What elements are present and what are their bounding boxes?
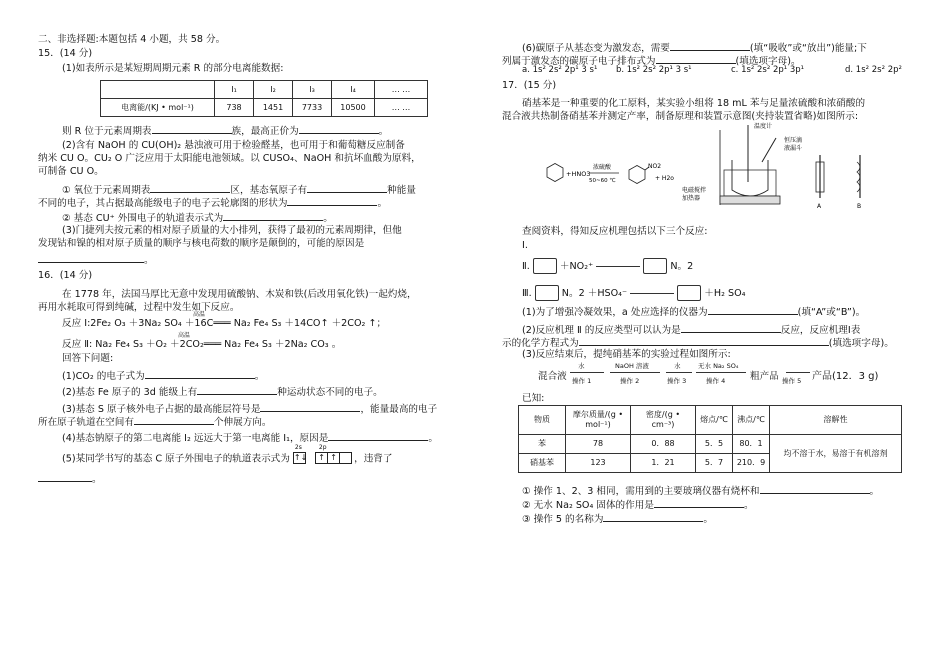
q17-heading: 17．(15 分) <box>502 80 557 91</box>
text: ，违背了 <box>354 453 393 465</box>
text: N。2 <box>670 261 694 272</box>
text: (填“吸收”或“放出”)能量;下 <box>749 43 867 54</box>
answer-blank[interactable] <box>260 401 360 412</box>
answer-blank[interactable] <box>579 335 829 346</box>
intermediate-ring <box>643 258 667 274</box>
answer-blank[interactable] <box>223 210 323 221</box>
text: (5)某同学书写的基态 C 原子外围电子的轨道表示式为 <box>62 453 290 465</box>
text: ＋HSO₄⁻ <box>587 288 628 299</box>
text: 。 <box>428 433 438 444</box>
flow-op: 操作 2 <box>620 377 640 385</box>
q15-part1: (1)如表所示是某短期周期元素 R 的部分电离能数据: <box>62 63 284 74</box>
table-cell: 摩尔质量/(g • mol⁻¹) <box>566 406 631 435</box>
funnel <box>762 138 776 162</box>
mechanism-2 <box>522 258 693 274</box>
flow-op: 操作 5 <box>782 377 802 385</box>
answer-blank[interactable] <box>150 182 230 193</box>
q16-1 <box>62 368 264 383</box>
text: 。 <box>254 371 265 382</box>
mechanism-3 <box>522 285 745 301</box>
text: Ⅲ. <box>522 288 532 299</box>
table-cell: 210．9 <box>733 454 770 473</box>
answer-blank[interactable] <box>603 511 703 522</box>
flow-reagent: 水 <box>674 362 681 370</box>
reaction-arrow <box>630 293 674 294</box>
q16-4 <box>62 430 438 445</box>
table-cell: 78 <box>566 435 631 454</box>
text: N。2 <box>561 288 585 299</box>
orbital-2p-label: 2p <box>318 444 327 451</box>
q15-2-line1: (2)含有 NaOH 的 CU(OH)₂ 悬浊液可用于检验醛基，也可用于和葡萄糖反应制备 <box>62 140 405 151</box>
orbital-2s-label: 2s <box>294 444 302 451</box>
flow-crude: 粗产品 <box>750 371 779 382</box>
answer-blank[interactable] <box>708 304 798 315</box>
q15-heading: 15．(14 分) <box>38 48 93 59</box>
answer-blank[interactable] <box>134 414 214 425</box>
text: 。 <box>92 474 102 485</box>
text: 区，基态氧原子有 <box>230 185 308 196</box>
orbital-box: ↑ <box>327 452 340 464</box>
sub-question-1 <box>522 483 879 498</box>
option-c: c. 1s² 2s² 2p¹ 3p¹ <box>731 65 805 75</box>
label-b: B <box>857 203 862 210</box>
text: ，能量最高的电子 <box>360 404 438 415</box>
text: 种运动状态不同的电子。 <box>277 387 383 398</box>
q15-2-line2: 纳米 CU O。CU₂ O 广泛应用于太阳能电池领域。以 CUSO₄、NaOH 和抗坏血酸为原料， <box>38 153 421 164</box>
text: ③ 操作 5 的名称为 <box>522 514 604 525</box>
q15-2-line3: 可制备 CU O。 <box>38 166 104 177</box>
funnel-label-1: 恒压滴 <box>784 137 803 144</box>
text: ＋H₂ SO₄ <box>704 288 746 299</box>
heater-label-1: 电磁搅拌 <box>682 187 707 194</box>
table-cell: 熔点/℃ <box>696 406 733 435</box>
answer-blank[interactable] <box>197 384 277 395</box>
q15-3-line1: (3)门捷列夫按元素的相对原子质量的大小排列，获得了最初的元素周期律，但他 <box>62 225 402 236</box>
table-cell: 123 <box>566 454 631 473</box>
known-label: 已知: <box>522 393 545 404</box>
table-cell: … … <box>375 99 428 117</box>
text: (2)基态 Fe 原子的 3d 能级上有 <box>62 387 198 398</box>
temp-label: 50~60 ℃ <box>589 178 616 184</box>
text: 个伸展方向。 <box>213 417 272 428</box>
q17-line2: 混合液共热制备硝基苯并测定产率，制备原理和装置示意图(夹持装置省略)如图所示: <box>502 111 859 122</box>
answer-blank[interactable] <box>299 123 379 134</box>
option-d: d. 1s² 2s² 2p² <box>845 65 902 75</box>
text: ① 操作 1、2、3 相同，需用到的主要玻璃仪器有烧杯和 <box>522 486 760 497</box>
q17-1 <box>522 304 865 319</box>
mechanism-intro: 查阅资料，得知反应机理包括以下三个反应: <box>522 226 708 237</box>
answer-blank[interactable] <box>152 123 232 134</box>
q16-5-line2 <box>38 471 102 486</box>
text: ② 基态 CU⁺ 外围电子的轨道表示式为 <box>62 213 224 224</box>
option-a: a. 1s² 2s² 2p¹ 3 s¹ <box>522 65 598 75</box>
answer-blank[interactable] <box>38 252 144 263</box>
q15-3-line3 <box>38 252 154 267</box>
table-row <box>101 99 428 117</box>
table-cell: 沸点/℃ <box>733 406 770 435</box>
answer-blank[interactable] <box>656 53 736 64</box>
table-cell: 5．7 <box>696 454 733 473</box>
benzene-ring <box>533 258 557 274</box>
answer-blank[interactable] <box>670 40 750 51</box>
text: 示的化学方程式为 <box>502 338 579 349</box>
text: 则 R 位于元素周期表 <box>62 126 152 137</box>
table-cell: 5．5 <box>696 435 733 454</box>
orbital-box: ↑ <box>315 452 328 464</box>
flow-reagent: NaOH 溶液 <box>615 362 649 370</box>
answer-blank[interactable] <box>145 368 255 379</box>
intermediate-ring <box>535 285 559 301</box>
answer-blank[interactable] <box>328 430 428 441</box>
text: (3)基态 S 原子核外电子占据的最高能层符号是 <box>62 404 261 415</box>
q16-2 <box>62 384 383 399</box>
table-cell: 10500 <box>332 99 375 117</box>
q17-line1: 硝基苯是一种重要的化工原料，某实验小组将 18 mL 苯与足量浓硫酸和浓硝酸的 <box>522 98 866 109</box>
orbital-box: ↑↓ <box>293 453 308 462</box>
text: ① 氧位于元素周期表 <box>62 185 151 196</box>
table-cell: 0．88 <box>631 435 696 454</box>
q16-line2: 再用水耗取可得到纯碱，过程中发生如下反应。 <box>38 302 240 313</box>
option-b: b. 1s² 2s² 2p¹ 3 s¹ <box>616 65 692 75</box>
flow-arrow <box>570 372 604 373</box>
heater <box>720 196 780 204</box>
nitrobenzene-ring <box>677 285 701 301</box>
property-table <box>518 405 902 473</box>
flow-arrow <box>666 372 692 373</box>
table-cell: I₁ <box>215 81 254 99</box>
benzene-ring <box>547 164 563 182</box>
reaction-scheme <box>535 160 685 200</box>
text: 。 <box>377 198 388 209</box>
acid-label: 浓硫酸 <box>593 164 612 171</box>
orbital-box <box>339 452 352 464</box>
text: 所在原子轨道在空间有 <box>38 417 134 428</box>
text: 。 <box>378 126 389 137</box>
table-cell: … … <box>375 81 428 99</box>
flow-reagent: 水 <box>578 362 585 370</box>
mechanism-1: Ⅰ. <box>522 240 528 251</box>
reaction-1: 反应 Ⅰ:2Fe₂ O₃ ＋3Na₂ SO₄ ＋16C═══ Na₂ Fe₄ S₃ ＋14CO↑ ＋2CO₂ ↑； <box>62 318 387 329</box>
answer-blank[interactable] <box>307 182 387 193</box>
nitrobenzene-ring <box>629 166 645 184</box>
text: 列属于激发态的碳原子电子排布式为 <box>502 56 656 67</box>
table-cell: 硝基苯 <box>519 454 566 473</box>
q15-1b <box>62 123 388 138</box>
q16-heading: 16．(14 分) <box>38 270 93 281</box>
table-cell: 物质 <box>519 406 566 435</box>
text: Ⅱ. <box>522 261 530 272</box>
table-cell: I₄ <box>332 81 375 99</box>
rxn2-condition: 高温 <box>178 332 191 339</box>
answer-blank[interactable] <box>287 195 377 206</box>
flow-arrow <box>696 372 746 373</box>
water-label: + H2o <box>655 175 674 182</box>
table-cell: 苯 <box>519 435 566 454</box>
text: 。 <box>869 486 880 497</box>
text: 。 <box>703 514 714 525</box>
apparatus-diagram <box>680 120 880 210</box>
funnel-label-2: 液漏斗 <box>784 145 803 152</box>
flow-op: 操作 1 <box>572 377 592 385</box>
table-cell <box>101 81 215 99</box>
q17-2-line2 <box>502 335 894 350</box>
flow-op: 操作 3 <box>667 377 687 385</box>
text: (1)CO₂ 的电子式为 <box>62 371 145 382</box>
q16-3-line2 <box>38 414 272 429</box>
flow-op: 操作 4 <box>706 377 726 385</box>
label-a: A <box>817 203 822 210</box>
flow-arrow <box>610 372 660 373</box>
hno3-label: +HNO3 <box>566 170 591 178</box>
table-header-row <box>101 81 428 99</box>
q17-3: (3)反应结束后，提纯硝基苯的实验过程如图所示: <box>522 349 731 360</box>
text: (填“A”或“B”)。 <box>797 307 866 318</box>
answer-blank[interactable] <box>38 471 92 482</box>
text: 。 <box>144 255 154 266</box>
q16-line1: 在 1778 年，法国马厚比无意中发现用硫酸钠、木炭和铁(后改用氧化铁)一起灼烧， <box>62 289 417 300</box>
table-cell: 溶解性 <box>770 406 902 435</box>
flow-start: 混合液 <box>538 371 567 382</box>
flask <box>732 160 768 196</box>
q15-2b <box>62 210 333 225</box>
table-cell: 7733 <box>293 99 332 117</box>
table-cell: 均不溶于水，易溶于有机溶剂 <box>770 435 902 473</box>
text: ＋NO₂⁺ <box>559 261 594 272</box>
flow-reagent: 无水 Na₂ SO₄ <box>698 362 739 370</box>
text: (1)为了增强冷凝效果，a 处应选择的仪器为 <box>522 307 708 318</box>
section-title: 二、非选择题:本题包括 4 小题，共 58 分。 <box>38 34 226 45</box>
table-cell: I₃ <box>293 81 332 99</box>
thermometer-label: 温度计 <box>754 123 773 130</box>
flow-product: 产品(12．3 g) <box>812 371 879 382</box>
flow-arrow <box>786 372 810 373</box>
table-row <box>519 435 902 454</box>
sub-question-3 <box>522 511 713 526</box>
heater-label-2: 加热器 <box>682 195 701 202</box>
answer-blank[interactable] <box>681 322 781 333</box>
reaction-arrow <box>596 266 640 267</box>
table-cell: 密度/(g • cm⁻³) <box>631 406 696 435</box>
text: (2)反应机理 Ⅱ 的反应类型可以认为是 <box>522 325 681 336</box>
text: 。 <box>323 213 333 224</box>
text: (4)基态钠原子的第二电离能 I₂ 远远大于第一电离能 I₁，原因是 <box>62 433 329 444</box>
text: 不同的电子，其占据最高能级电子的电子云轮廓图的形状为 <box>38 198 288 209</box>
answer-prompt: 回答下问题: <box>62 353 114 364</box>
text: 反应，反应机理Ⅰ表 <box>780 325 861 336</box>
table-cell: 738 <box>215 99 254 117</box>
q16-5 <box>62 444 393 465</box>
answer-blank[interactable] <box>654 497 744 508</box>
ionization-table <box>100 80 428 117</box>
sub-question-2 <box>522 497 754 512</box>
table-cell: 1451 <box>254 99 293 117</box>
table-cell: 80．1 <box>733 435 770 454</box>
no2-label: NO2 <box>648 163 662 170</box>
text: 种能量 <box>387 185 416 196</box>
text: 族，最高正价为 <box>231 126 299 137</box>
q15-3-line2: 发现钴和镍的相对原子质量的顺序与核电荷数的顺序是颠倒的，可能的原因是 <box>38 238 365 249</box>
q15-2a-line2 <box>38 195 387 210</box>
text: (填选项字母)。 <box>735 56 801 67</box>
table-cell: I₂ <box>254 81 293 99</box>
orbital-diagram <box>293 444 351 465</box>
text: 。 <box>743 500 754 511</box>
reaction-2: 反应 Ⅱ: Na₂ Fe₄ S₃ ＋O₂ ＋2CO₂═══ Na₂ Fe₄ S₃ ＋2Na₂ CO₃ 。 <box>62 339 342 350</box>
table-header-row <box>519 406 902 435</box>
text: (填选项字母)。 <box>828 338 894 349</box>
text: ② 无水 Na₂ SO₄ 固体的作用是 <box>522 500 654 511</box>
answer-blank[interactable] <box>760 483 870 494</box>
rxn1-condition: 高温 <box>193 311 206 318</box>
text: (6)碳原子从基态变为激发态，需要 <box>522 43 670 54</box>
table-cell: 1．21 <box>631 454 696 473</box>
table-cell: 电离能/(KJ • mol⁻¹) <box>101 99 215 117</box>
